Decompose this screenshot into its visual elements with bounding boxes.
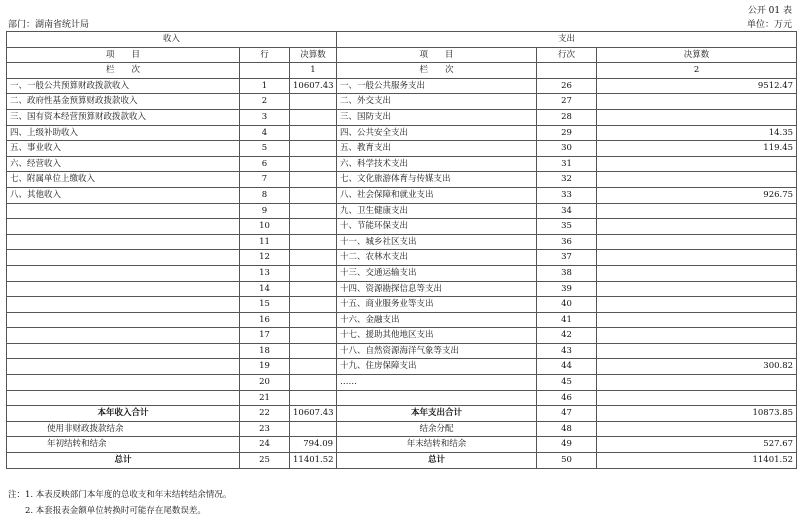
income-line-cell: 19 [240, 359, 290, 375]
expense-line-cell: 35 [537, 219, 597, 235]
expense-item-cell [337, 390, 537, 406]
expense-item-cell: 十七、援助其他地区支出 [337, 328, 537, 344]
carryover-row [7, 437, 797, 453]
income-item-cell: 八、其他收入 [7, 187, 240, 203]
expense-total-amount: 10873.85 [597, 406, 797, 422]
expense-grand-total-amount: 11401.52 [597, 453, 797, 469]
expense-grand-total-line: 50 [537, 453, 597, 469]
income-item-cell: 五、事业收入 [7, 141, 240, 157]
surplus-dist-label: 结余分配 [337, 421, 537, 437]
income-amount-header: 决算数 [290, 47, 337, 63]
expense-amount-cell [597, 343, 797, 359]
expense-item-cell: 十一、城乡社区支出 [337, 234, 537, 250]
expense-amount-cell [597, 94, 797, 110]
income-line-cell: 7 [240, 172, 290, 188]
expense-amount-cell [597, 203, 797, 219]
expense-line-cell: 32 [537, 172, 597, 188]
expense-line-header: 行次 [537, 47, 597, 63]
income-line-cell: 18 [240, 343, 290, 359]
expense-amount-cell: 14.35 [597, 125, 797, 141]
expense-amount-cell [597, 297, 797, 313]
income-total-line: 22 [240, 406, 290, 422]
income-item-cell: 二、政府性基金预算财政拨款收入 [7, 94, 240, 110]
expense-line-cell: 34 [537, 203, 597, 219]
table-row [7, 203, 797, 219]
income-amount-cell [290, 375, 337, 391]
income-line-cell: 1 [240, 78, 290, 94]
expense-total-label: 本年支出合计 [337, 406, 537, 422]
expense-grand-total-label: 总计 [337, 453, 537, 469]
income-line-cell: 8 [240, 187, 290, 203]
expense-item-cell: 十九、住房保障支出 [337, 359, 537, 375]
expense-amount-cell [597, 375, 797, 391]
income-item-cell [7, 312, 240, 328]
income-amount-cell [290, 219, 337, 235]
expense-amount-cell: 9512.47 [597, 78, 797, 94]
income-total-label: 本年收入合计 [7, 406, 240, 422]
income-item-cell: 六、经营收入 [7, 156, 240, 172]
income-item-cell [7, 375, 240, 391]
expense-item-cell: …… [337, 375, 537, 391]
income-line-cell: 20 [240, 375, 290, 391]
income-line-cell: 16 [240, 312, 290, 328]
income-item-cell [7, 328, 240, 344]
expense-item-cell: 八、社会保障和就业支出 [337, 187, 537, 203]
table-row [7, 94, 797, 110]
expense-title: 支出 [337, 32, 797, 48]
expense-item-cell: 十八、自然资源海洋气象等支出 [337, 343, 537, 359]
expense-line-cell: 39 [537, 281, 597, 297]
income-amount-cell [290, 141, 337, 157]
income-amount-cell [290, 187, 337, 203]
begin-carryover-label: 年初结转和结余 [7, 437, 240, 453]
income-line-cell: 4 [240, 125, 290, 141]
total-row [7, 406, 797, 422]
expense-line-cell: 27 [537, 94, 597, 110]
nonfiscal-label: 使用非财政拨款结余 [7, 421, 240, 437]
income-amount-cell [290, 109, 337, 125]
expense-line-cell: 26 [537, 78, 597, 94]
expense-amount-cell [597, 281, 797, 297]
income-item-cell [7, 281, 240, 297]
expense-line-cell: 29 [537, 125, 597, 141]
income-amount-cell [290, 125, 337, 141]
expense-amount-cell [597, 312, 797, 328]
income-item-cell [7, 234, 240, 250]
end-carryover-line: 49 [537, 437, 597, 453]
surplus-dist-line: 48 [537, 421, 597, 437]
begin-carryover-amount: 794.09 [290, 437, 337, 453]
income-line-cell: 5 [240, 141, 290, 157]
table-row [7, 281, 797, 297]
table-row [7, 312, 797, 328]
department-label: 部门：湖南省统计局 [8, 20, 90, 30]
table-row [7, 265, 797, 281]
form-number: 公开 01 表 [747, 6, 792, 16]
income-line-cell: 15 [240, 297, 290, 313]
income-item-cell: 四、上级补助收入 [7, 125, 240, 141]
income-amount-cell [290, 343, 337, 359]
expense-total-line: 47 [537, 406, 597, 422]
surplus-dist-amount [597, 421, 797, 437]
table-row [7, 172, 797, 188]
income-line-cell: 6 [240, 156, 290, 172]
income-line-cell: 9 [240, 203, 290, 219]
expense-item-cell: 五、教育支出 [337, 141, 537, 157]
begin-carryover-line: 24 [240, 437, 290, 453]
expense-item-cell: 十五、商业服务业等支出 [337, 297, 537, 313]
expense-line-cell: 40 [537, 297, 597, 313]
income-item-cell [7, 343, 240, 359]
expense-amount-cell [597, 390, 797, 406]
income-item-cell: 七、附属单位上缴收入 [7, 172, 240, 188]
income-amount-cell [290, 297, 337, 313]
table-row [7, 187, 797, 203]
expense-amount-header: 决算数 [597, 47, 797, 63]
income-amount-cell [290, 156, 337, 172]
expense-item-header: 项 目 [337, 47, 537, 63]
income-grand-total-line: 25 [240, 453, 290, 469]
expense-line-cell: 44 [537, 359, 597, 375]
expense-line-cell: 30 [537, 141, 597, 157]
income-item-cell: 三、国有资本经营预算财政拨款收入 [7, 109, 240, 125]
expense-line-cell: 41 [537, 312, 597, 328]
expense-amount-cell: 926.75 [597, 187, 797, 203]
expense-line-cell: 43 [537, 343, 597, 359]
expense-item-cell: 七、文化旅游体育与传媒支出 [337, 172, 537, 188]
end-carryover-label: 年末结转和结余 [337, 437, 537, 453]
income-title: 收入 [7, 32, 337, 48]
table-row [7, 359, 797, 375]
expense-amount-cell [597, 265, 797, 281]
summary-body [7, 406, 797, 468]
expense-amount-cell [597, 172, 797, 188]
income-amount-cell [290, 265, 337, 281]
table-row [7, 250, 797, 266]
table-row [7, 343, 797, 359]
income-amount-cell [290, 94, 337, 110]
expense-item-cell: 十三、交通运输支出 [337, 265, 537, 281]
income-item-cell [7, 250, 240, 266]
income-item-cell [7, 390, 240, 406]
income-amount-cell [290, 328, 337, 344]
expense-line-cell: 28 [537, 109, 597, 125]
expense-line-cell: 38 [537, 265, 597, 281]
expense-amount-cell [597, 109, 797, 125]
income-amount-cell: 10607.43 [290, 78, 337, 94]
table-row [7, 156, 797, 172]
nonfiscal-row [7, 421, 797, 437]
expense-line-cell: 37 [537, 250, 597, 266]
nonfiscal-amount [290, 421, 337, 437]
expense-item-cell: 十二、农林水支出 [337, 250, 537, 266]
income-line-cell: 21 [240, 390, 290, 406]
expense-item-cell: 十、节能环保支出 [337, 219, 537, 235]
income-line-cell: 17 [240, 328, 290, 344]
expense-amount-cell: 300.82 [597, 359, 797, 375]
expense-amount-cell [597, 156, 797, 172]
income-line-cell: 14 [240, 281, 290, 297]
expense-line-cell: 31 [537, 156, 597, 172]
income-grand-total-label: 总计 [7, 453, 240, 469]
expense-item-cell: 四、公共安全支出 [337, 125, 537, 141]
income-amount-cell [290, 172, 337, 188]
expense-line-cell: 45 [537, 375, 597, 391]
income-item-cell: 一、一般公共预算财政拨款收入 [7, 78, 240, 94]
income-amount-cell [290, 234, 337, 250]
column-header-row [7, 47, 797, 63]
income-total-amount: 10607.43 [290, 406, 337, 422]
income-column-number: 1 [290, 63, 337, 79]
income-line-cell: 13 [240, 265, 290, 281]
table-body [7, 32, 797, 406]
table-row [7, 390, 797, 406]
income-amount-cell [290, 281, 337, 297]
footnote-2: 2. 本套报表金额单位转换时可能存在尾数误差。 [25, 506, 206, 516]
table-row [7, 234, 797, 250]
unit-label: 单位：万元 [746, 20, 792, 30]
income-item-header: 项 目 [7, 47, 240, 63]
income-item-cell [7, 265, 240, 281]
income-line-header: 行 [240, 47, 290, 63]
income-item-cell [7, 219, 240, 235]
income-column-line-blank [240, 63, 290, 79]
expense-amount-cell [597, 250, 797, 266]
income-grand-total-amount: 11401.52 [290, 453, 337, 469]
table-row [7, 141, 797, 157]
income-amount-cell [290, 359, 337, 375]
expense-column-label: 栏 次 [337, 63, 537, 79]
expense-amount-cell: 119.45 [597, 141, 797, 157]
nonfiscal-line: 23 [240, 421, 290, 437]
expense-line-cell: 36 [537, 234, 597, 250]
income-item-cell [7, 297, 240, 313]
expense-line-cell: 33 [537, 187, 597, 203]
income-amount-cell [290, 390, 337, 406]
expense-item-cell: 十六、金融支出 [337, 312, 537, 328]
expense-line-cell: 46 [537, 390, 597, 406]
expense-item-cell: 九、卫生健康支出 [337, 203, 537, 219]
expense-column-number: 2 [597, 63, 797, 79]
footnotes [8, 487, 231, 519]
table-row [7, 375, 797, 391]
table-row [7, 219, 797, 235]
expense-amount-cell [597, 219, 797, 235]
expense-column-line-blank [537, 63, 597, 79]
income-item-cell [7, 359, 240, 375]
income-line-cell: 2 [240, 94, 290, 110]
table-row [7, 78, 797, 94]
column-number-row [7, 63, 797, 79]
grand-total-row [7, 453, 797, 469]
end-carryover-amount: 527.67 [597, 437, 797, 453]
income-line-cell: 3 [240, 109, 290, 125]
expense-amount-cell [597, 328, 797, 344]
income-line-cell: 11 [240, 234, 290, 250]
table-row [7, 109, 797, 125]
expense-item-cell: 一、一般公共服务支出 [337, 78, 537, 94]
income-line-cell: 12 [240, 250, 290, 266]
income-item-cell [7, 203, 240, 219]
footnote-1: 注：1. 本表反映部门本年度的总收支和年末结转结余情况。 [8, 490, 232, 500]
income-amount-cell [290, 250, 337, 266]
income-expense-table [6, 31, 797, 469]
expense-item-cell: 三、国防支出 [337, 109, 537, 125]
expense-amount-cell [597, 234, 797, 250]
income-column-label: 栏 次 [7, 63, 240, 79]
expense-item-cell: 六、科学技术支出 [337, 156, 537, 172]
section-header-row [7, 32, 797, 48]
expense-item-cell: 二、外交支出 [337, 94, 537, 110]
table-row [7, 328, 797, 344]
expense-item-cell: 十四、资源勘探信息等支出 [337, 281, 537, 297]
income-amount-cell [290, 312, 337, 328]
table-row [7, 297, 797, 313]
table-row [7, 125, 797, 141]
income-amount-cell [290, 203, 337, 219]
income-line-cell: 10 [240, 219, 290, 235]
expense-line-cell: 42 [537, 328, 597, 344]
